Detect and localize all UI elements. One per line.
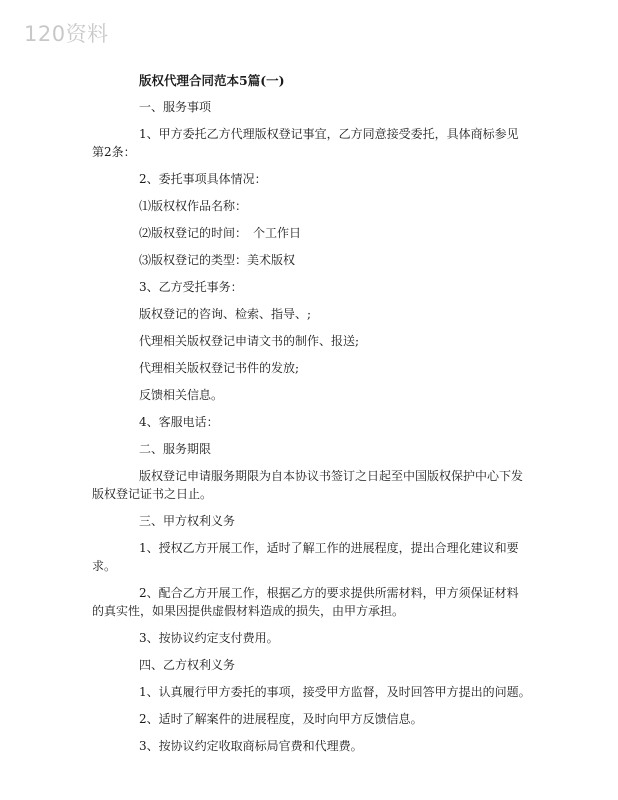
watermark-logo: 120资料 xyxy=(24,22,109,46)
document-title: 版权代理合同范本5篇(一) xyxy=(139,73,285,88)
paragraph: ⑴版权权作品名称： xyxy=(139,199,248,213)
paragraph: 2、委托事项具体情况： xyxy=(139,172,267,186)
section-heading: 三、甲方权利义务 xyxy=(139,514,236,528)
document-body xyxy=(92,72,530,764)
paragraph: 反馈相关信息。 xyxy=(139,388,224,402)
paragraph: 代理相关版权登记书件的发放; xyxy=(139,361,300,375)
paragraph: 版权登记申请服务期限为自本协议书签订之日起至中国版权保护中心下发版权登记证书之日止。 xyxy=(92,469,524,501)
section-heading: 四、乙方权利义务 xyxy=(139,658,236,672)
paragraph: 1、认真履行甲方委托的事项，接受甲方监督，及时回答甲方提出的问题。 xyxy=(139,685,531,699)
paragraph: 2、配合乙方开展工作，根据乙方的要求提供所需材料，甲方须保证材料的真实性，如果因提供虚假材料造成的损失，由甲方承担。 xyxy=(92,586,519,618)
paragraph: 3、按协议约定支付费用。 xyxy=(139,631,279,645)
paragraph: 3、乙方受托事务： xyxy=(139,280,243,294)
paragraph: ⑶版权登记的类型：美术版权 xyxy=(139,253,296,267)
section-heading: 二、服务期限 xyxy=(139,442,212,456)
paragraph: 1、授权乙方开展工作，适时了解工作的进展程度，提出合理化建议和要求。 xyxy=(92,541,519,573)
section-heading: 一、服务事项 xyxy=(139,100,212,114)
paragraph: 4、客服电话： xyxy=(139,415,219,429)
paragraph: 1、甲方委托乙方代理版权登记事宜，乙方同意接受委托，具体商标参见第2条： xyxy=(92,127,519,159)
paragraph: 版权登记的咨询、检索、指导、; xyxy=(139,307,312,321)
paragraph: ⑵版权登记的时间： 个工作日 xyxy=(139,226,302,240)
paragraph: 3、按协议约定收取商标局官费和代理费。 xyxy=(139,739,363,753)
paragraph: 2、适时了解案件的进展程度，及时向甲方反馈信息。 xyxy=(139,712,423,726)
paragraph: 代理相关版权登记申请文书的制作、报送; xyxy=(139,334,360,348)
